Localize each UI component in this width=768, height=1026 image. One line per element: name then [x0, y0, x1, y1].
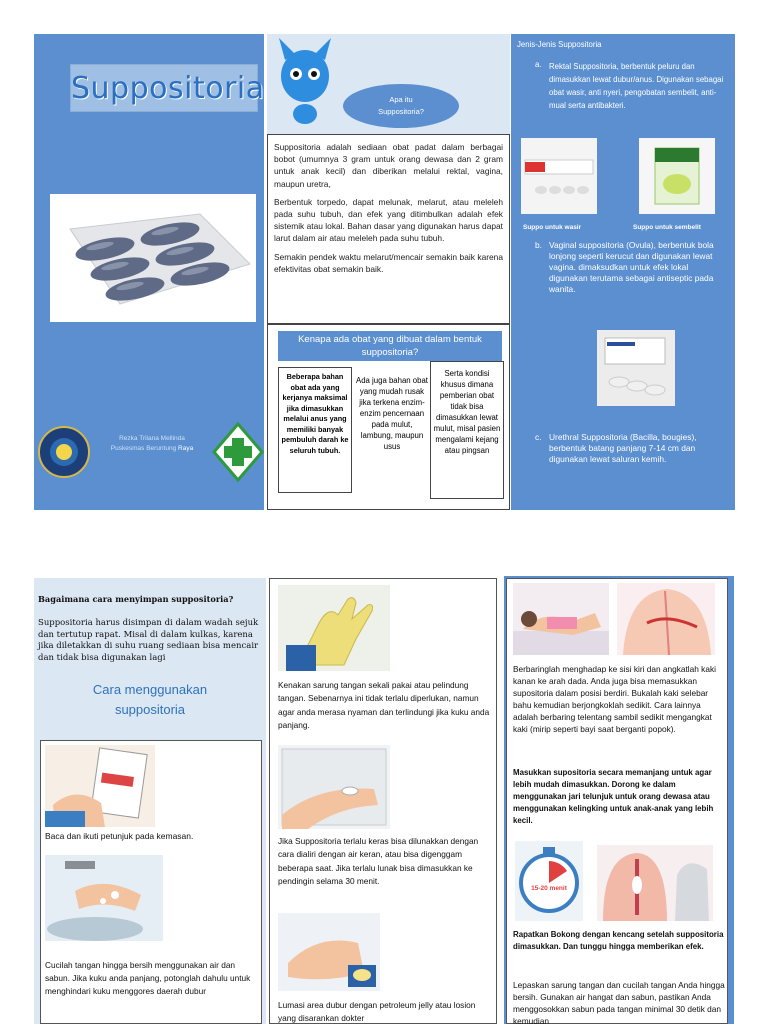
constipation-suppo-image — [639, 138, 715, 214]
intro-para-1: Suppositoria adalah sediaan obat padat dalam berbagai bobot (umumnya 3 gram untuk orang dewasa dan 2 gram untuk anak kecil) dan diberikan melalui rektal, vagina, maupun uretra, — [274, 142, 503, 189]
lying-position-image — [513, 583, 609, 655]
read-instructions-image — [45, 745, 155, 827]
suppository-blister-image — [50, 194, 256, 322]
puskesmas-logo — [212, 422, 264, 482]
storage-question: Bagaimana cara menyimpan suppositoria? — [38, 594, 234, 604]
storage-panel — [34, 578, 266, 1024]
why-col-2: Ada juga bahan obat yang mudah rusak jika terkena enzim-enzim pencernaan pada mulut, lambung, maupun usus — [356, 376, 428, 451]
cover-title: Suppositoria — [71, 71, 265, 106]
step-1-text: Baca dan ikuti petunjuk pada kemasan. — [45, 831, 194, 841]
author-name: Rezka Trilana Mellinda — [119, 435, 185, 442]
step-2-text: Cucilah tangan hingga bersih menggunakan air dan sabun. Jika kuku anda panjang, potonglah dahulu untuk menghindari kuku menggores daerah dubur — [45, 960, 251, 996]
type-a-text: Rektal Suppositoria, berbentuk peluru dan dimasukkan lewat dubur/anus. Digunakan sebagai obat wasir, anti nyeri, pengobatan sembelit, anti-mual serta antibakteri. — [549, 62, 724, 110]
soften-suppo-image — [278, 745, 390, 829]
intro-para-3: Semakin pendek waktu melarut/mencair semakin baik karena efektivitas obat semakin baik. — [274, 251, 503, 274]
gloves-image — [278, 585, 390, 671]
cover-panel — [34, 34, 264, 510]
bubble-line-2: Suppositoria? — [378, 107, 424, 116]
insertion-image — [617, 583, 715, 655]
caption-constipation: Suppo untuk sembelit — [633, 224, 701, 231]
step-8-text: Lepaskan sarung tangan dan cucilah tangan Anda hingga bersih. Gunakan air hangat dan sabun, pastikan Anda menggosokkan sabun pada tangan minimal 30 detik dan kemudian — [513, 980, 725, 1025]
why-col-3: Serta kondisi khusus dimana pemberian obat tidak bisa dimasukkan lewat mulut, misal pasien mengalami kejang atau pingsan — [430, 361, 504, 499]
type-a-marker: a. — [535, 60, 542, 69]
howto-heading-2: suppositoria — [114, 702, 186, 717]
hemorrhoid-suppo-image — [521, 138, 597, 214]
step-4-text: Jika Suppositoria terlalu keras bisa dilunakkan dengan cara dialiri dengan air keran, atau bisa digenggam beberapa saat. Jika terlalu lunak bisa dimasukkan ke pendingin selama 30 menit. — [278, 836, 479, 886]
anatomy-image — [597, 845, 713, 921]
bubble-area — [267, 34, 510, 134]
steps-box-1 — [40, 740, 262, 1024]
vaginal-suppo-image — [597, 330, 675, 406]
step-6b-text: Masukkan supositoria secara memanjang untuk agar lebih mudah dimasukkan. Dorong ke dalam menggunakan jari telunjuk untuk orang dewasa atau menggunakan kelingking untuk anak-anak yang lebih kecil. — [513, 768, 714, 825]
steps-panel-3 — [504, 576, 734, 1024]
howto-heading-1: Cara menggunakan — [92, 682, 208, 697]
handwash-image — [45, 855, 163, 941]
type-b-marker: b. — [535, 240, 542, 250]
institution-name: Puskesmas Beruntung — [110, 445, 177, 453]
definition-box — [267, 134, 510, 324]
step-6a-text: Berbaringlah menghadap ke sisi kiri dan angkatlah kaki kanan ke arah dada. Anda juga bisa memasukkan supositoria dalam posisi berdiri. Bukalah kaki selebar bahu kemudian berjongkoklah sedikit. Cara lainnya adalah berbaring telentang sambil sedikit mengangkat kaki (mirip seperti bayi saat berganti popok). — [513, 664, 716, 734]
steps-box-3 — [506, 578, 728, 1024]
step-7-text: Rapatkan Bokong dengan kencang setelah suppositoria dimasukkan. Dan tunggu hingga memberikan efek. — [513, 930, 724, 951]
intro-para-2: Berbentuk torpedo, dapat melunak, melarut, atau meleleh pada suhu tubuh, dan efek yang ditimbulkan adalah efek sistemik atau lokal. Bahan dasar yang digunakan harus dapat larut dalam air atau meleleh pada suhu tubuh. — [274, 196, 503, 244]
type-b-text: Vaginal suppositoria (Ovula), berbentuk bola lonjong seperti kerucut dan digunakan lewat vagina. dimaksudkan untuk efek lokal digunakan terutama sebagai antiseptic pada wanita. — [549, 240, 714, 294]
type-c-text: Urethral Suppositoria (Bacilla, bougies), berbentuk batang panjang 7-14 cm dan digunakan lewat saluran kemih. — [549, 432, 697, 464]
university-logo — [38, 426, 90, 478]
caption-hemorrhoid: Suppo untuk wasir — [523, 224, 582, 231]
steps-box-2 — [269, 578, 497, 1024]
why-box — [267, 324, 510, 510]
types-heading: Jenis-Jenis Suppositoria — [517, 40, 602, 49]
institution-suffix: Raya — [178, 445, 194, 453]
title-banner — [70, 64, 265, 112]
intro-panel — [267, 34, 510, 510]
why-heading: Kenapa ada obat yang dibuat dalam bentuk suppositoria? — [278, 331, 502, 361]
timer-image — [515, 841, 583, 921]
mascot-image — [271, 36, 339, 130]
question-bubble — [343, 84, 459, 128]
types-panel — [511, 34, 735, 510]
why-col-1: Beberapa bahan obat ada yang kerjanya maksimal jika dimasukkan melalui anus yang memiliki banyak pembuluh darah ke seluruh tubuh. — [278, 367, 352, 493]
storage-answer: Suppositoria harus disimpan di dalam wadah sejuk dan tertutup rapat. Misal di dalam kulkas, karena jika diletakkan di suhu ruang sediaan bisa mencair dan tidak bisa digunakan lagi — [38, 618, 259, 663]
type-c-marker: c. — [535, 432, 542, 442]
timer-label: 15-20 menit — [531, 885, 567, 892]
lubricate-image — [278, 913, 380, 991]
bubble-line-1: Apa itu — [389, 95, 413, 104]
step-5-text: Lumasi area dubur dengan petroleum jelly atau losion yang disarankan dokter — [278, 1000, 476, 1024]
step-3-text: Kenakan sarung tangan sekali pakai atau pelindung tangan. Sebenarnya ini tidak terlalu diperlukan, namun agar anda merasa nyaman dan terlindungi jika kuku anda panjang. — [278, 680, 490, 730]
